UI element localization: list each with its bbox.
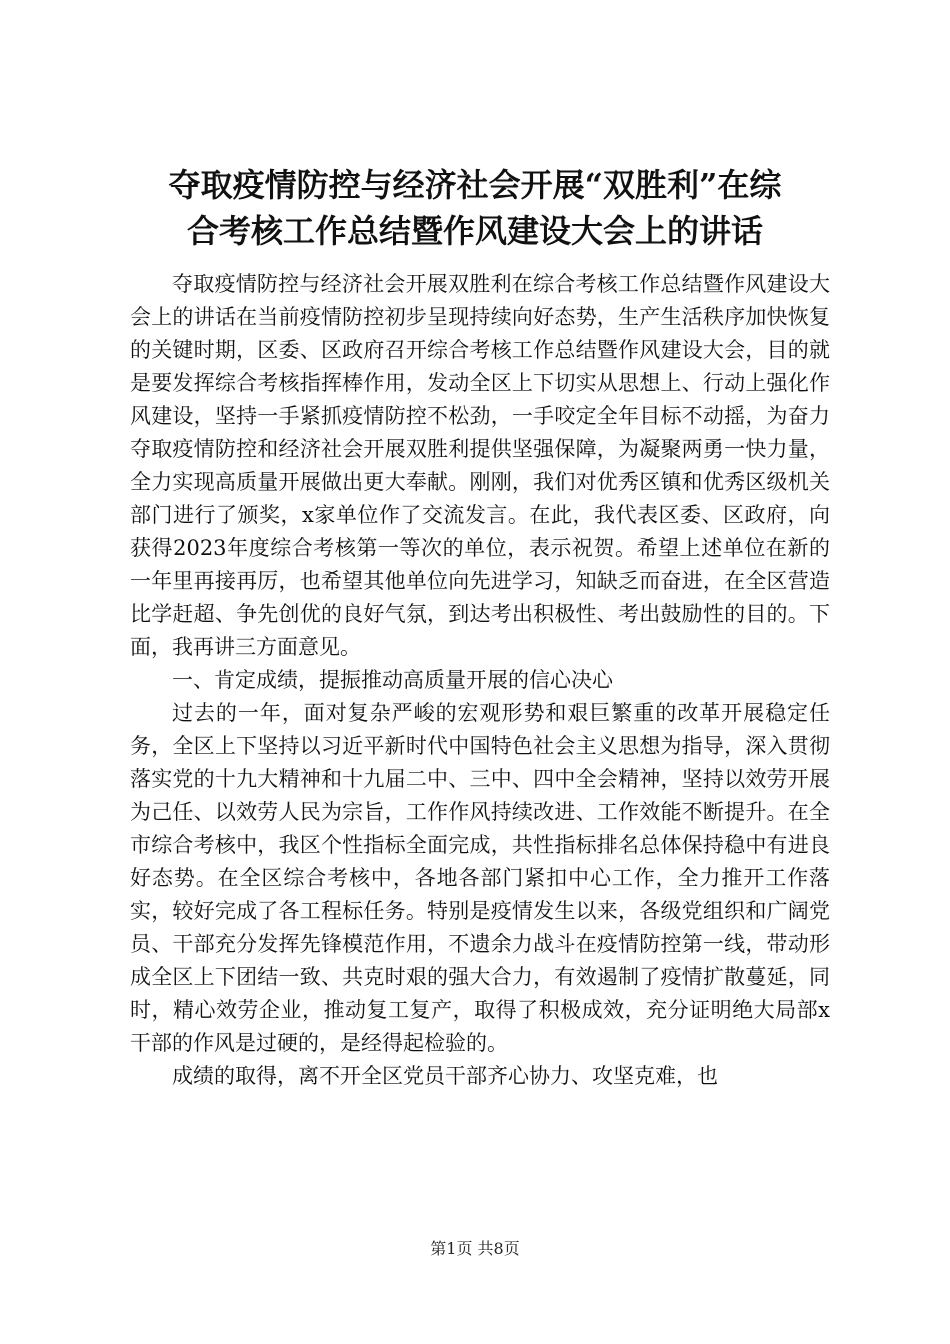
title-line-1: 夺取疫情防控与经济社会开展“双胜利”在综 — [168, 166, 782, 204]
title-line-2: 合考核工作总结暨作风建设大会上的讲话 — [186, 212, 763, 250]
paragraph-continuation: 成绩的取得，离不开全区党员干部齐心协力、攻坚克难，也 — [172, 1064, 718, 1088]
document-body — [130, 268, 830, 1093]
paragraph-achievements: 过去的一年，面对复杂严峻的宏观形势和艰巨繁重的改革开展稳定任务，全区上下坚持以习近平新时代中国特色社会主义思想为指导，深入贯彻落实党的十九大精神和十九届二中、三中、四中全会精神，坚持以效劳开展为己任、以效劳人民为宗旨，工作作风持续改进、工作效能不断提升。在全市综合考核中，我区个性指标全面完成，共性指标排名总体保持稳中有进良好态势。在全区综合考核中，各地各部门紧扣中心工作，全力推开工作落实，较好完成了各工程标任务。特别是疫情发生以来，各级党组织和广阔党员、干部充分发挥先锋模范作用，不遗余力战斗在疫情防控第一线，带动形成全区上下团结一致、共克时艰的强大合力，有效遏制了疫情扩散蔓延，同时，精心效劳企业，推动复工复产，取得了积极成效，充分证明绝大局部x干部的作风是过硬的，是经得起检验的。 — [130, 701, 830, 1055]
paragraph-intro: 夺取疫情防控与经济社会开展双胜利在综合考核工作总结暨作风建设大会上的讲话在当前疫情防控初步呈现持续向好态势，生产生活秩序加快恢复的关键时期，区委、区政府召开综合考核工作总结暨作风建设大会，目的就是要发挥综合考核指挥棒作用，发动全区上下切实从思想上、行动上强化作风建设，坚持一手紧抓疫情防控不松劲，一手咬定全年目标不动摇，为奋力夺取疫情防控和经济社会开展双胜利提供坚强保障，为凝聚两勇一快力量，全力实现高质量开展做出更大奉献。刚刚，我们对优秀区镇和优秀区级机关部门进行了颁奖，x家单位作了交流发言。在此，我代表区委、区政府，向获得2023年度综合考核第一等次的单位，表示祝贺。希望上述单位在新的一年里再接再厉，也希望其他单位向先进学习，知缺乏而奋进，在全区营造比学赶超、争先创优的良好气氛，到达考出积极性、考出鼓励性的目的。下面，我再讲三方面意见。 — [130, 272, 830, 659]
document-title — [110, 162, 840, 254]
page-number-footer: 第1页 共8页 — [430, 1239, 520, 1258]
section-heading-1: 一、肯定成绩，提振推动高质量开展的信心决心 — [172, 668, 613, 692]
